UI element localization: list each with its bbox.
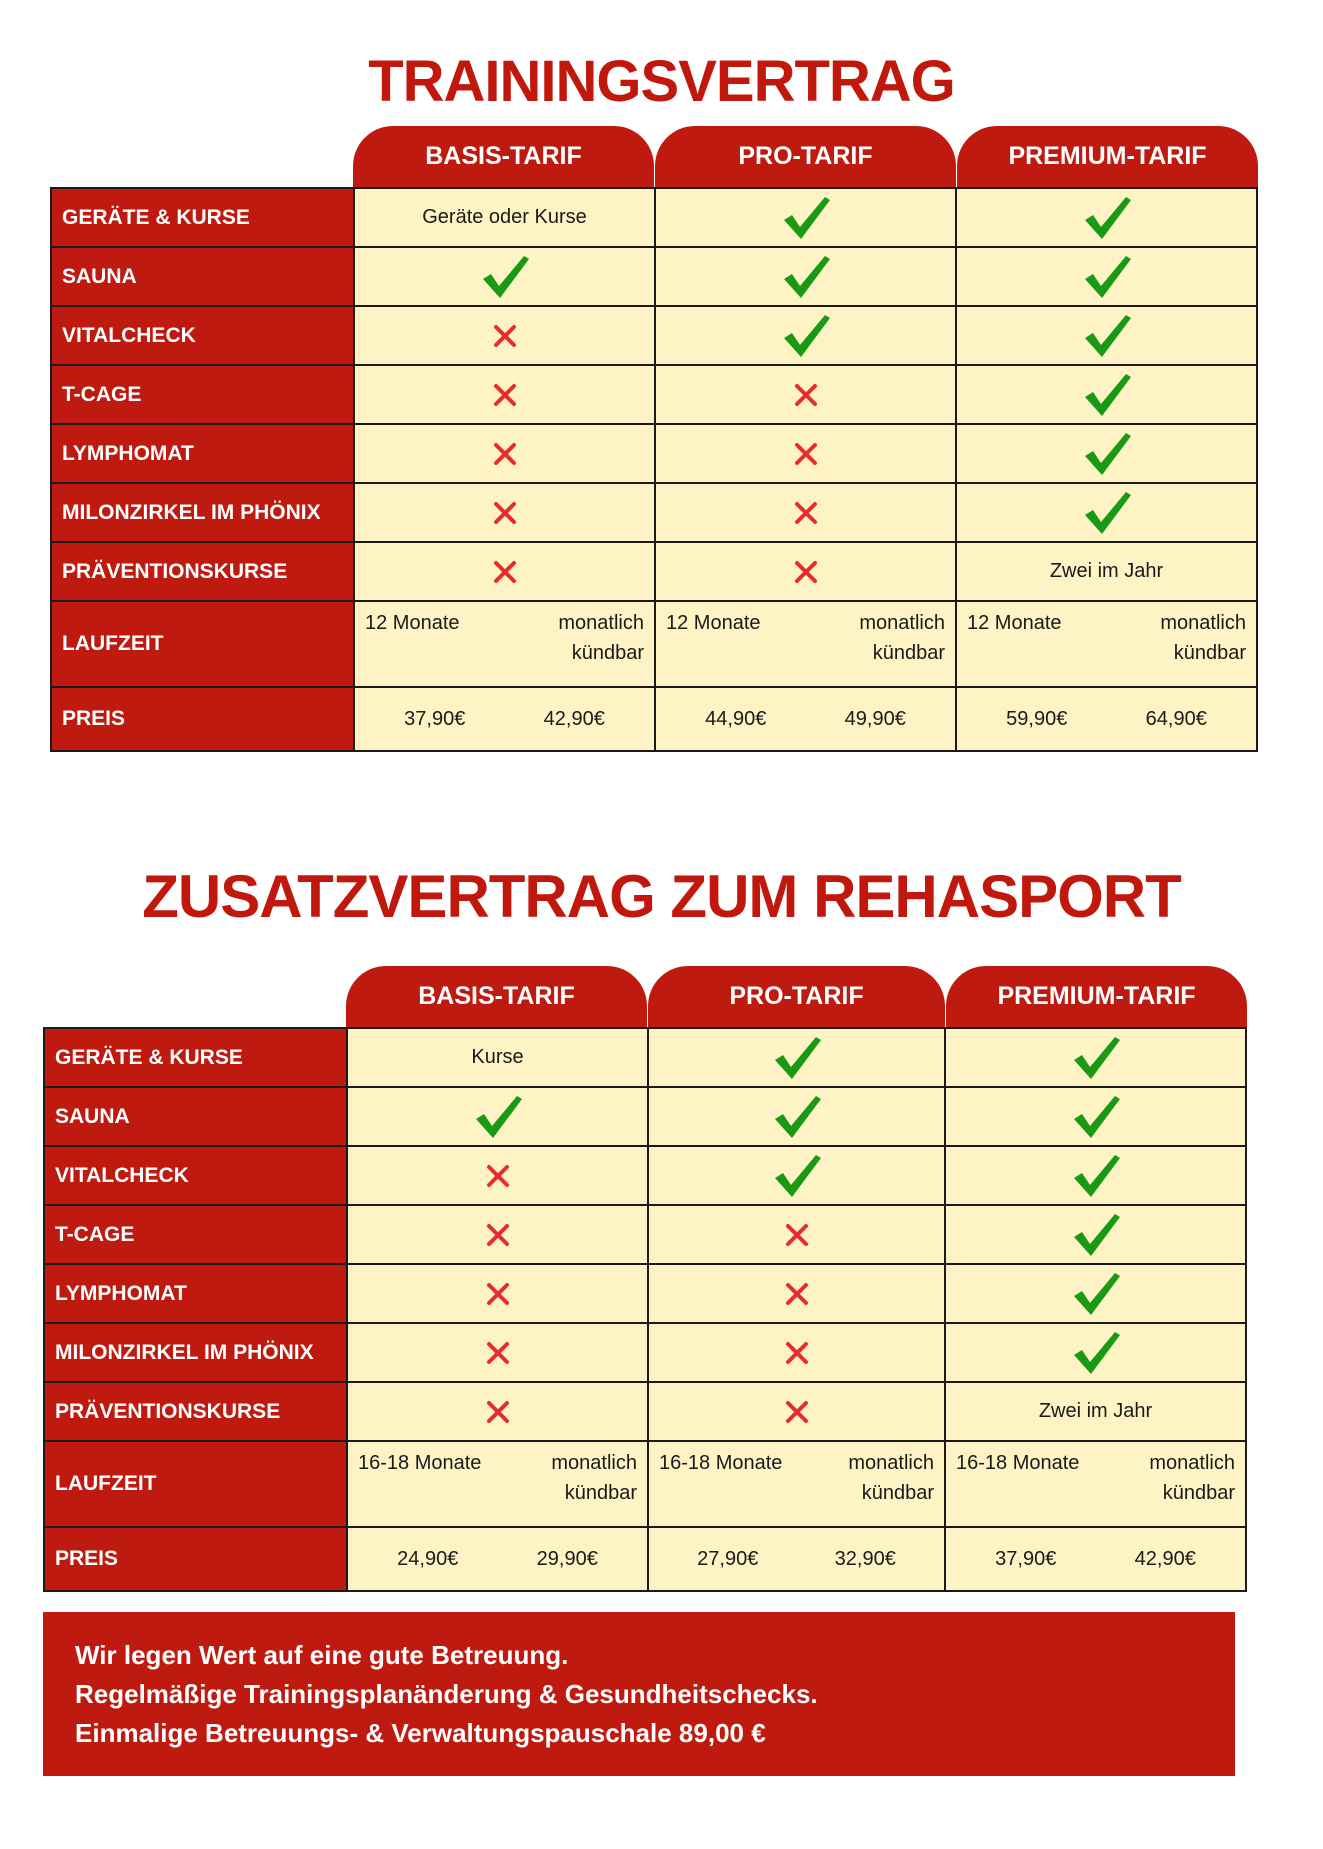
price-monthly: 42,90€ — [1134, 1548, 1196, 1570]
cross-icon — [783, 1398, 811, 1426]
feature-label: LYMPHOMAT — [51, 424, 354, 483]
feature-cell — [945, 1028, 1246, 1087]
feature-label: GERÄTE & KURSE — [51, 188, 354, 247]
info-line: Einmalige Betreuungs- & Verwaltungspauschale 89,00 € — [75, 1718, 766, 1748]
term-length: 16-18 Monate — [659, 1452, 783, 1474]
feature-label: T-CAGE — [44, 1205, 347, 1264]
tariff-header: PREMIUM-TARIF — [946, 966, 1247, 1027]
price-values — [649, 1544, 944, 1574]
feature-cell — [347, 1323, 648, 1382]
feature-cell — [655, 483, 956, 542]
term-cancel: monatlich kündbar — [859, 612, 945, 664]
feature-row — [44, 1087, 1246, 1146]
cross-icon — [783, 1221, 811, 1249]
info-banner — [43, 1612, 1235, 1776]
laufzeit-row — [51, 601, 1257, 687]
laufzeit-values — [355, 608, 654, 668]
feature-cell — [354, 306, 655, 365]
price-values — [348, 1544, 647, 1574]
feature-cell — [956, 365, 1257, 424]
tariff-header: PREMIUM-TARIF — [957, 126, 1258, 187]
feature-cell — [347, 1382, 648, 1441]
tariff-header: PRO-TARIF — [655, 126, 956, 187]
rehasport-contract-table — [43, 966, 1247, 1592]
laufzeit-row — [44, 1441, 1246, 1527]
check-icon — [780, 312, 832, 360]
price-12-months: 44,90€ — [705, 708, 767, 730]
price-values — [355, 704, 654, 734]
feature-cell — [655, 247, 956, 306]
feature-row — [44, 1264, 1246, 1323]
cross-icon — [484, 1339, 512, 1367]
feature-row — [51, 424, 1257, 483]
feature-cell — [347, 1146, 648, 1205]
check-icon — [771, 1034, 823, 1082]
preis-label: PREIS — [44, 1527, 347, 1591]
laufzeit-label: LAUFZEIT — [51, 601, 354, 687]
cross-icon — [783, 1339, 811, 1367]
preis-row — [44, 1527, 1246, 1591]
cross-icon — [491, 440, 519, 468]
term-cancel: monatlich kündbar — [1149, 1452, 1235, 1504]
price-monthly: 49,90€ — [844, 708, 906, 730]
feature-cell — [956, 483, 1257, 542]
tariff-header: PRO-TARIF — [648, 966, 945, 1027]
check-icon — [1070, 1211, 1122, 1259]
feature-row — [51, 365, 1257, 424]
price-values — [957, 704, 1256, 734]
feature-row — [51, 306, 1257, 365]
contract-title-training: TRAININGSVERTRAG — [368, 49, 955, 114]
feature-row — [51, 542, 1257, 601]
feature-cell — [354, 542, 655, 601]
term-cancel: monatlich kündbar — [558, 612, 644, 664]
feature-cell — [354, 365, 655, 424]
term-cancel: monatlich kündbar — [848, 1452, 934, 1504]
term-length: 12 Monate — [666, 612, 761, 634]
laufzeit-label: LAUFZEIT — [44, 1441, 347, 1527]
feature-cell — [945, 1087, 1246, 1146]
check-icon — [1081, 371, 1133, 419]
term-cancel: monatlich kündbar — [551, 1452, 637, 1504]
cross-icon — [491, 322, 519, 350]
feature-cell — [648, 1323, 945, 1382]
check-icon — [771, 1152, 823, 1200]
feature-label: MILONZIRKEL IM PHÖNIX — [51, 483, 354, 542]
laufzeit-values — [656, 608, 955, 668]
price-12-months: 37,90€ — [995, 1548, 1057, 1570]
feature-label: VITALCHECK — [51, 306, 354, 365]
feature-cell — [945, 1323, 1246, 1382]
laufzeit-cell — [956, 601, 1257, 687]
check-icon — [1081, 312, 1133, 360]
cross-icon — [792, 499, 820, 527]
feature-cell — [347, 1205, 648, 1264]
info-line: Wir legen Wert auf eine gute Betreuung. — [75, 1640, 569, 1670]
feature-cell — [956, 188, 1257, 247]
feature-label: SAUNA — [44, 1087, 347, 1146]
feature-cell — [354, 247, 655, 306]
feature-label: SAUNA — [51, 247, 354, 306]
check-icon — [1070, 1152, 1122, 1200]
laufzeit-values — [649, 1448, 944, 1508]
preis-cell — [347, 1527, 648, 1591]
feature-cell — [655, 306, 956, 365]
feature-cell — [347, 1264, 648, 1323]
cross-icon — [491, 558, 519, 586]
laufzeit-cell — [945, 1441, 1246, 1527]
preis-cell — [648, 1527, 945, 1591]
check-icon — [1070, 1329, 1122, 1377]
check-icon — [1081, 430, 1133, 478]
feature-cell — [956, 424, 1257, 483]
feature-cell — [648, 1264, 945, 1323]
feature-cell — [956, 306, 1257, 365]
term-length: 12 Monate — [365, 612, 460, 634]
feature-row — [44, 1205, 1246, 1264]
feature-row — [51, 247, 1257, 306]
tariff-header-row — [43, 966, 1247, 1027]
laufzeit-cell — [347, 1441, 648, 1527]
feature-cell — [347, 1087, 648, 1146]
tariff-header-row — [50, 126, 1258, 187]
feature-text: Kurse — [471, 1046, 524, 1068]
contract-title-rehasport: ZUSATZVERTRAG ZUM REHASPORT — [142, 863, 1181, 930]
check-icon — [1081, 489, 1133, 537]
laufzeit-values — [348, 1448, 647, 1508]
cross-icon — [491, 381, 519, 409]
feature-cell — [956, 542, 1257, 601]
feature-cell — [354, 483, 655, 542]
feature-cell — [354, 188, 655, 247]
feature-cell — [354, 424, 655, 483]
feature-row — [51, 483, 1257, 542]
cross-icon — [491, 499, 519, 527]
feature-cell — [655, 365, 956, 424]
tariff-header: BASIS-TARIF — [353, 126, 654, 187]
preis-cell — [655, 687, 956, 751]
feature-cell — [648, 1028, 945, 1087]
preis-cell — [945, 1527, 1246, 1591]
price-12-months: 59,90€ — [1006, 708, 1068, 730]
price-12-months: 27,90€ — [697, 1548, 759, 1570]
feature-row — [44, 1382, 1246, 1441]
feature-cell — [945, 1205, 1246, 1264]
feature-table — [50, 187, 1258, 752]
feature-label: GERÄTE & KURSE — [44, 1028, 347, 1087]
price-12-months: 24,90€ — [397, 1548, 459, 1570]
check-icon — [771, 1093, 823, 1141]
feature-label: LYMPHOMAT — [44, 1264, 347, 1323]
preis-cell — [956, 687, 1257, 751]
price-monthly: 29,90€ — [536, 1548, 598, 1570]
feature-cell — [655, 542, 956, 601]
price-monthly: 32,90€ — [834, 1548, 896, 1570]
training-contract-table — [50, 126, 1258, 752]
cross-icon — [484, 1280, 512, 1308]
feature-cell — [945, 1264, 1246, 1323]
check-icon — [1070, 1034, 1122, 1082]
feature-text: Geräte oder Kurse — [422, 206, 587, 228]
feature-cell — [945, 1146, 1246, 1205]
feature-text: Zwei im Jahr — [1038, 1400, 1153, 1422]
term-length: 16-18 Monate — [358, 1452, 482, 1474]
cross-icon — [484, 1221, 512, 1249]
check-icon — [780, 253, 832, 301]
term-length: 16-18 Monate — [956, 1452, 1080, 1474]
feature-cell — [655, 188, 956, 247]
laufzeit-cell — [655, 601, 956, 687]
laufzeit-cell — [354, 601, 655, 687]
feature-row — [44, 1028, 1246, 1087]
price-12-months: 37,90€ — [404, 708, 466, 730]
feature-cell — [347, 1028, 648, 1087]
check-icon — [780, 194, 832, 242]
laufzeit-values — [957, 608, 1256, 668]
info-line: Regelmäßige Trainingsplanänderung & Gesundheitschecks. — [75, 1679, 818, 1709]
check-icon — [472, 1093, 524, 1141]
cross-icon — [783, 1280, 811, 1308]
feature-table — [43, 1027, 1247, 1592]
check-icon — [479, 253, 531, 301]
cross-icon — [792, 558, 820, 586]
term-cancel: monatlich kündbar — [1160, 612, 1246, 664]
term-length: 12 Monate — [967, 612, 1062, 634]
feature-cell — [648, 1087, 945, 1146]
preis-row — [51, 687, 1257, 751]
price-values — [946, 1544, 1245, 1574]
check-icon — [1070, 1270, 1122, 1318]
feature-text: Zwei im Jahr — [1049, 560, 1164, 582]
feature-row — [44, 1323, 1246, 1382]
preis-cell — [354, 687, 655, 751]
cross-icon — [484, 1162, 512, 1190]
feature-cell — [956, 247, 1257, 306]
price-monthly: 64,90€ — [1145, 708, 1207, 730]
feature-cell — [648, 1205, 945, 1264]
cross-icon — [484, 1398, 512, 1426]
feature-cell — [648, 1382, 945, 1441]
tariff-header: BASIS-TARIF — [346, 966, 647, 1027]
feature-label: PRÄVENTIONSKURSE — [44, 1382, 347, 1441]
check-icon — [1070, 1093, 1122, 1141]
feature-cell — [655, 424, 956, 483]
laufzeit-cell — [648, 1441, 945, 1527]
feature-row — [44, 1146, 1246, 1205]
price-values — [656, 704, 955, 734]
check-icon — [1081, 194, 1133, 242]
cross-icon — [792, 381, 820, 409]
feature-cell — [648, 1146, 945, 1205]
feature-label: T-CAGE — [51, 365, 354, 424]
cross-icon — [792, 440, 820, 468]
price-monthly: 42,90€ — [543, 708, 605, 730]
feature-label: VITALCHECK — [44, 1146, 347, 1205]
preis-label: PREIS — [51, 687, 354, 751]
feature-label: MILONZIRKEL IM PHÖNIX — [44, 1323, 347, 1382]
feature-label: PRÄVENTIONSKURSE — [51, 542, 354, 601]
laufzeit-values — [946, 1448, 1245, 1508]
feature-row — [51, 188, 1257, 247]
feature-cell — [945, 1382, 1246, 1441]
check-icon — [1081, 253, 1133, 301]
